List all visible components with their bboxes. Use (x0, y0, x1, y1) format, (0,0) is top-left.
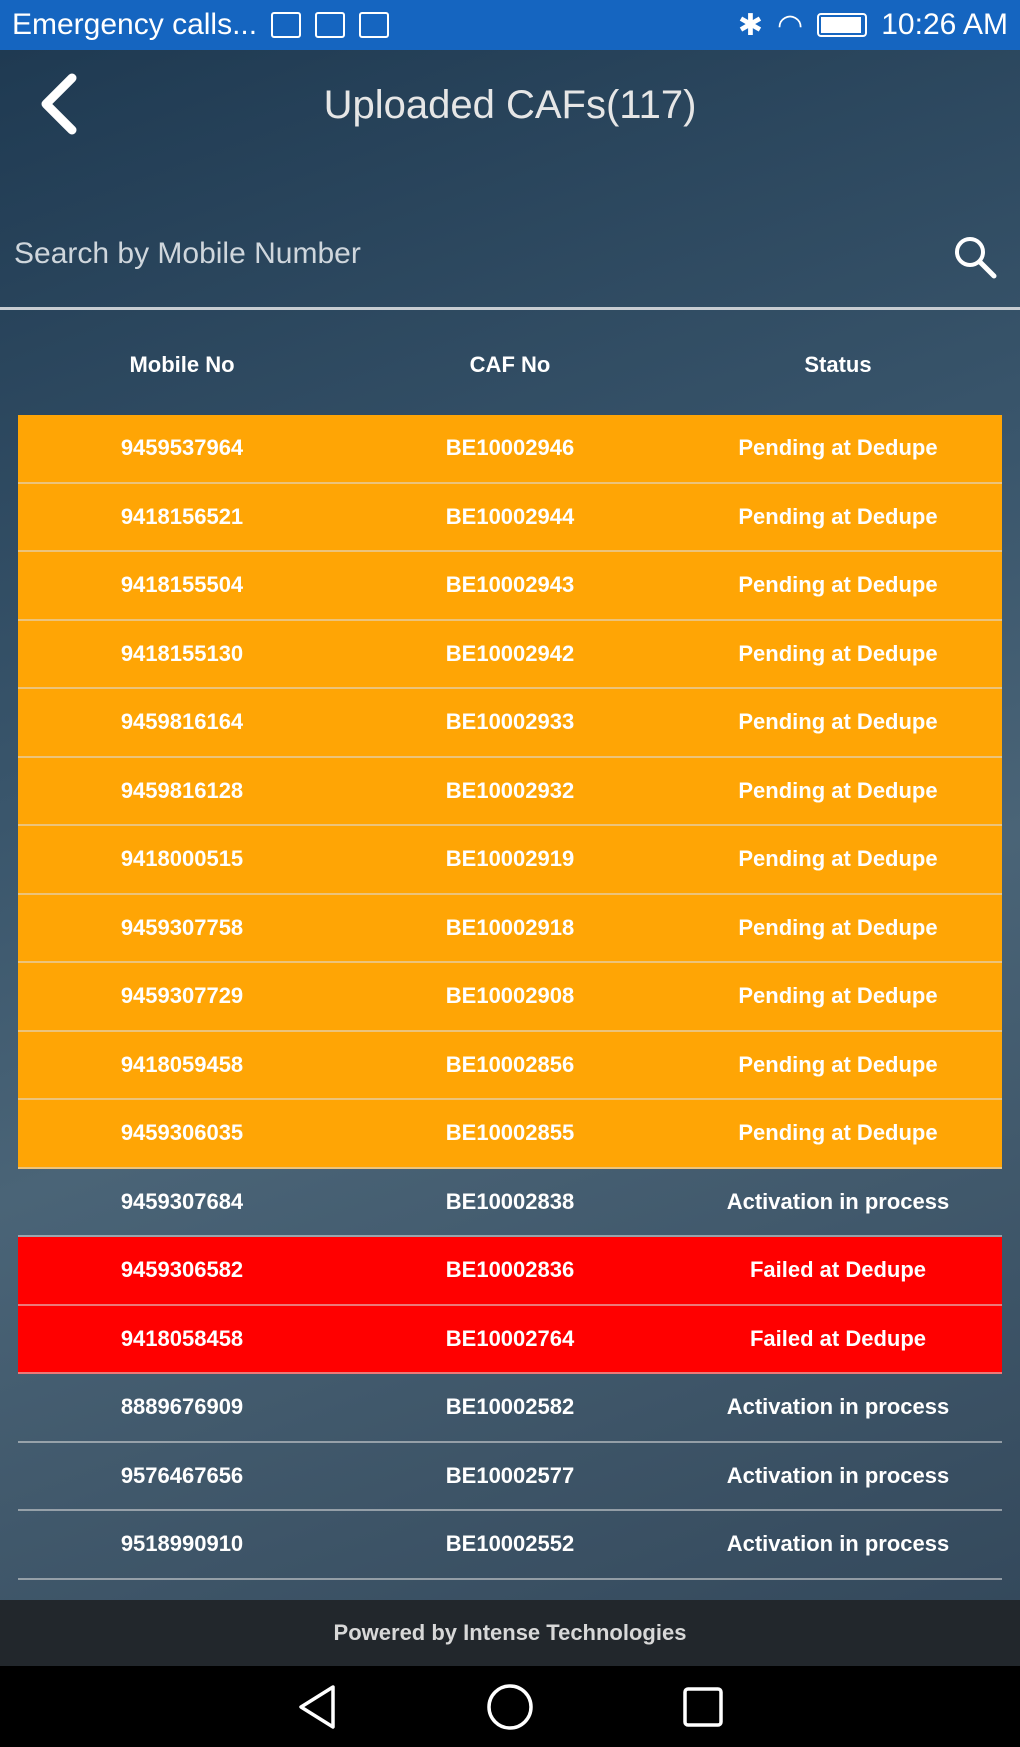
page-title: Uploaded CAFs(117) (323, 82, 697, 127)
cell-mobile: 9459816128 (120, 777, 244, 803)
footer (0, 1600, 1020, 1666)
mail-notification-icon (359, 12, 389, 38)
cell-mobile: 9418155130 (120, 640, 244, 666)
cell-status: Pending at Dedupe (738, 435, 938, 461)
table-row[interactable] (18, 621, 1002, 690)
cell-caf: BE10002918 (445, 914, 575, 940)
cell-status: Pending at Dedupe (738, 709, 938, 735)
cell-mobile: 9418155504 (120, 572, 244, 598)
cell-mobile: 9459307684 (120, 1188, 244, 1214)
clock: 10:26 AM (881, 8, 1008, 41)
battery-icon (817, 13, 867, 37)
cell-mobile: 8889676909 (120, 1394, 244, 1420)
search-input[interactable] (14, 224, 914, 284)
image-notification-icon (271, 12, 301, 38)
cell-status: Pending at Dedupe (738, 846, 938, 872)
cell-status: Pending at Dedupe (738, 914, 938, 940)
cell-caf: BE10002764 (445, 1325, 575, 1351)
table-row[interactable] (18, 1511, 1002, 1580)
cell-mobile: 9459816164 (120, 709, 244, 735)
status-bar (0, 0, 1020, 50)
cell-caf: BE10002932 (445, 777, 575, 803)
chevron-left-icon (36, 72, 80, 136)
table-header (18, 315, 1002, 415)
table-row[interactable] (18, 552, 1002, 621)
cell-caf: BE10002908 (445, 983, 575, 1009)
circle-home-icon (485, 1682, 535, 1732)
table-row[interactable] (18, 826, 1002, 895)
cell-caf: BE10002946 (445, 435, 575, 461)
search-bar (0, 200, 1020, 310)
nav-home-button[interactable] (480, 1677, 540, 1737)
cell-mobile: 9459307758 (120, 914, 244, 940)
cell-caf: BE10002933 (445, 709, 575, 735)
cell-status: Activation in process (726, 1394, 950, 1420)
table-row[interactable] (18, 758, 1002, 827)
cell-status: Pending at Dedupe (738, 983, 938, 1009)
notification-area (12, 8, 738, 42)
table-row[interactable] (18, 1374, 1002, 1443)
table-row[interactable] (18, 484, 1002, 553)
cell-caf: BE10002855 (445, 1120, 575, 1146)
table-row[interactable] (18, 1306, 1002, 1375)
cell-status: Pending at Dedupe (738, 1120, 938, 1146)
cell-status: Activation in process (726, 1188, 950, 1214)
column-header-caf: CAF No (469, 352, 551, 377)
app-notification-icon (315, 12, 345, 38)
cell-mobile: 9518990910 (120, 1531, 244, 1557)
column-header-mobile: Mobile No (129, 352, 235, 377)
table-row[interactable] (18, 1100, 1002, 1169)
table-row[interactable] (18, 1443, 1002, 1512)
notification-text: Emergency calls... (12, 8, 258, 41)
table-row[interactable] (18, 1237, 1002, 1306)
column-header-status: Status (804, 352, 872, 377)
bluetooth-icon: ✱ (737, 8, 764, 42)
table-row[interactable] (18, 1032, 1002, 1101)
cell-status: Activation in process (726, 1462, 950, 1488)
wifi-icon: ◠ (777, 8, 804, 42)
cell-status: Failed at Dedupe (749, 1257, 927, 1283)
nav-recents-button[interactable] (673, 1677, 733, 1737)
cell-status: Pending at Dedupe (738, 503, 938, 529)
search-icon[interactable] (952, 234, 998, 280)
cell-status: Failed at Dedupe (749, 1325, 927, 1351)
system-icons (738, 8, 1008, 43)
table-row[interactable] (18, 689, 1002, 758)
cell-status: Pending at Dedupe (738, 640, 938, 666)
cell-mobile: 9459307729 (120, 983, 244, 1009)
cell-mobile: 9418059458 (120, 1051, 244, 1077)
square-recents-icon (681, 1685, 725, 1729)
navigation-bar (0, 1666, 1020, 1747)
cell-mobile: 9576467656 (120, 1462, 244, 1488)
cell-caf: BE10002582 (445, 1394, 575, 1420)
cell-mobile: 9459306582 (120, 1257, 244, 1283)
cell-status: Pending at Dedupe (738, 1051, 938, 1077)
caf-table (18, 415, 1002, 1648)
cell-mobile: 9418000515 (120, 846, 244, 872)
cell-caf: BE10002919 (445, 846, 575, 872)
cell-caf: BE10002577 (445, 1462, 575, 1488)
cell-status: Pending at Dedupe (738, 572, 938, 598)
back-button[interactable] (36, 72, 96, 142)
cell-mobile: 9418058458 (120, 1325, 244, 1351)
cell-caf: BE10002838 (445, 1188, 575, 1214)
cell-caf: BE10002836 (445, 1257, 575, 1283)
cell-mobile: 9418156521 (120, 503, 244, 529)
cell-status: Pending at Dedupe (738, 777, 938, 803)
header (0, 50, 1020, 170)
triangle-back-icon (295, 1683, 339, 1731)
cell-mobile: 9459306035 (120, 1120, 244, 1146)
table-row[interactable] (18, 895, 1002, 964)
cell-caf: BE10002856 (445, 1051, 575, 1077)
table-row[interactable] (18, 963, 1002, 1032)
cell-mobile: 9459537964 (120, 435, 244, 461)
cell-caf: BE10002944 (445, 503, 575, 529)
cell-caf: BE10002942 (445, 640, 575, 666)
footer-text: Powered by Intense Technologies (333, 1620, 687, 1645)
cell-caf: BE10002943 (445, 572, 575, 598)
table-row[interactable] (18, 415, 1002, 484)
cell-caf: BE10002552 (445, 1531, 575, 1557)
app-screen (0, 50, 1020, 1600)
cell-status: Activation in process (726, 1531, 950, 1557)
table-row[interactable] (18, 1169, 1002, 1238)
nav-back-button[interactable] (287, 1677, 347, 1737)
